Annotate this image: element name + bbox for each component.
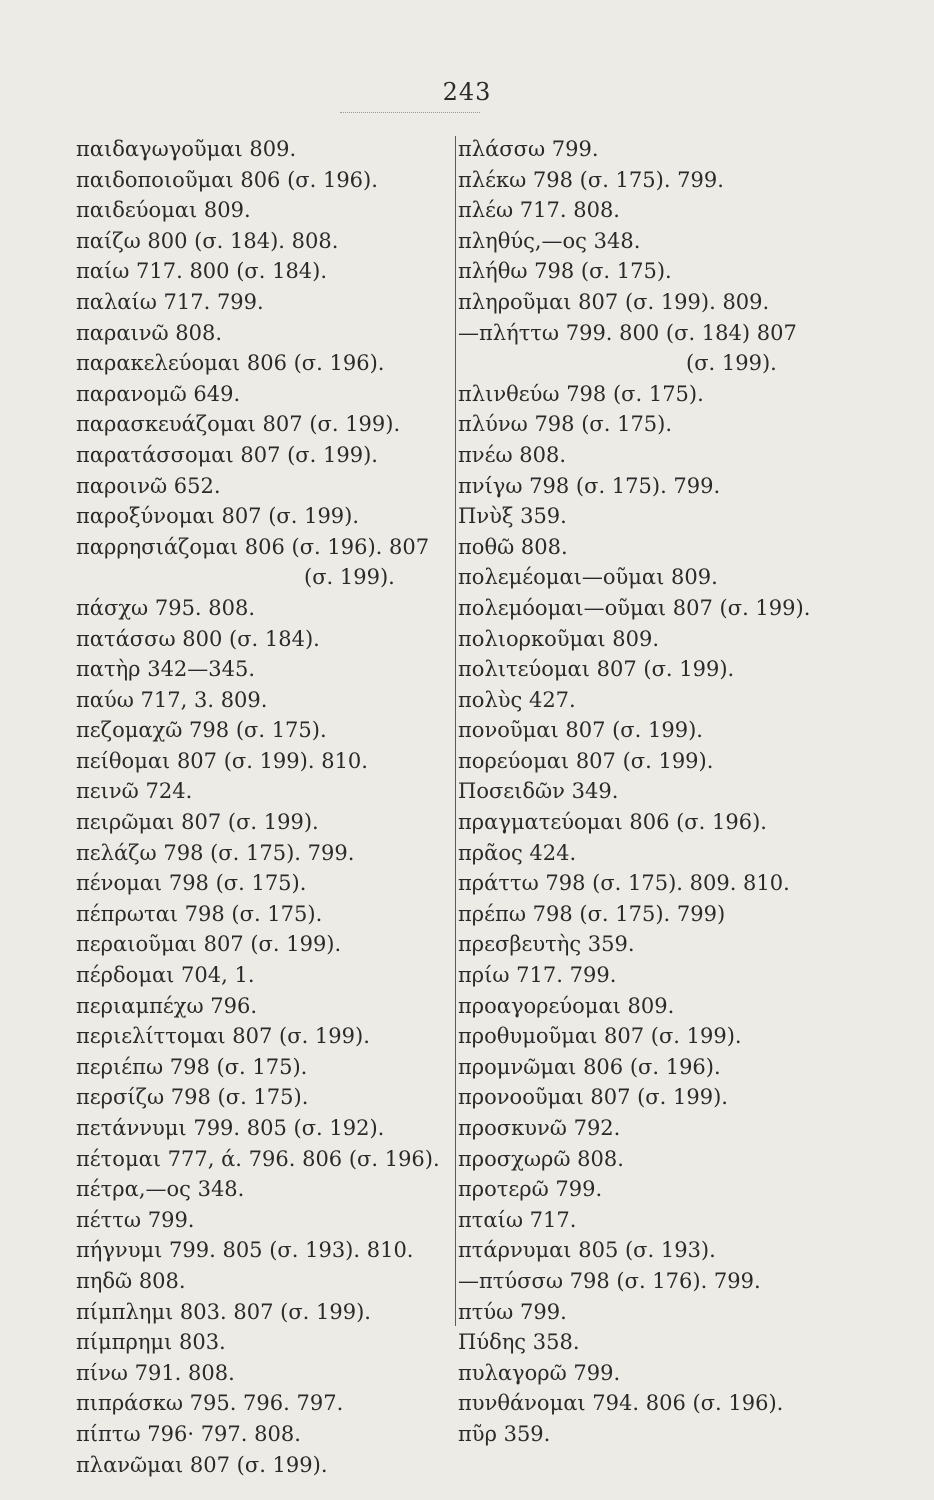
index-entry: παρατάσσομαι 807 (σ. 199). <box>76 442 378 467</box>
index-entry: πλήθω 798 (σ. 175). <box>458 259 672 284</box>
index-entry: (σ. 199). <box>686 351 777 376</box>
index-entry: προαγορεύομαι 809. <box>458 993 675 1018</box>
index-entry: πένομαι 798 (σ. 175). <box>76 871 307 896</box>
index-entry: πλάσσω 799. <box>458 137 599 161</box>
index-entry: προτερῶ 799. <box>458 1177 603 1202</box>
index-entry: πλινθεύω 798 (σ. 175). <box>458 381 704 406</box>
index-entry: περσίζω 798 (σ. 175). <box>76 1085 309 1110</box>
index-entry: πελάζω 798 (σ. 175). 799. <box>76 840 355 865</box>
index-entry: παραινῶ 808. <box>76 320 223 345</box>
index-entry: περιέπω 798 (σ. 175). <box>76 1054 308 1079</box>
index-entry: παροξύνομαι 807 (σ. 199). <box>76 504 360 529</box>
index-entry: πνέω 808. <box>458 442 567 467</box>
index-entry: —πτύσσω 798 (σ. 176). 799. <box>458 1268 761 1293</box>
index-entry: πονοῦμαι 807 (σ. 199). <box>458 718 703 743</box>
index-entry: προμνῶμαι 806 (σ. 196). <box>458 1054 721 1079</box>
index-entry: πορεύομαι 807 (σ. 199). <box>458 748 714 773</box>
index-entry: περιαμπέχω 796. <box>76 993 258 1018</box>
index-entry: πολιτεύομαι 807 (σ. 199). <box>458 657 735 682</box>
index-entry: πέρδομαι 704, 1. <box>76 963 255 988</box>
index-entry: πέπρωται 798 (σ. 175). <box>76 901 323 926</box>
index-entry: Ποσειδῶν 349. <box>458 779 619 804</box>
index-entry: πρεσβευτὴς 359. <box>458 932 635 957</box>
index-entry: πηδῶ 808. <box>76 1268 186 1293</box>
index-entry: πολεμόομαι—οῦμαι 807 (σ. 199). <box>458 595 811 620</box>
index-entry: παιδαγωγοῦμαι 809. <box>76 137 297 161</box>
index-entry: πλανῶμαι 807 (σ. 199). <box>76 1452 328 1477</box>
index-entry: πολεμέομαι—οῦμαι 809. <box>458 565 718 590</box>
index-entry: πατάσσω 800 (σ. 184). <box>76 626 320 651</box>
index-entry: πετάννυμι 799. 805 (σ. 192). <box>76 1116 385 1140</box>
index-entry: πρίω 717. 799. <box>458 963 617 988</box>
index-entry: πατὴρ 342—345. <box>76 657 256 682</box>
index-entry: προθυμοῦμαι 807 (σ. 199). <box>458 1024 742 1049</box>
index-entry: πειρῶμαι 807 (σ. 199). <box>76 810 319 835</box>
index-entry: πάσχω 795. 808. <box>76 595 256 620</box>
index-entry: παρακελεύομαι 806 (σ. 196). <box>76 351 385 376</box>
index-entry: πυνθάνομαι 794. 806 (σ. 196). <box>458 1391 784 1416</box>
index-entry: πείθομαι 807 (σ. 199). 810. <box>76 748 368 773</box>
index-entry: πολὺς 427. <box>458 687 576 712</box>
index-entry: πίμπρημι 803. <box>76 1330 226 1355</box>
index-entry: —πλήττω 799. 800 (σ. 184) 807 <box>458 320 797 345</box>
index-entry: προνοοῦμαι 807 (σ. 199). <box>458 1085 728 1110</box>
index-entry: πῦρ 359. <box>458 1421 551 1446</box>
index-entry: παρρησιάζομαι 806 (σ. 196). 807 <box>76 534 430 559</box>
index-entry: παρανομῶ 649. <box>76 381 241 406</box>
index-entry: πεινῶ 724. <box>76 779 193 804</box>
index-entry: ποθῶ 808. <box>458 534 568 559</box>
index-entry: παιδεύομαι 809. <box>76 198 251 223</box>
index-entry: πέτομαι 777, ά. 796. 806 (σ. 196). <box>76 1146 440 1171</box>
index-entry: (σ. 199). <box>304 565 395 590</box>
index-entry: παύω 717, 3. 809. <box>76 687 268 712</box>
index-entry: πυλαγορῶ 799. <box>458 1360 621 1385</box>
index-entry: πλύνω 798 (σ. 175). <box>458 412 673 437</box>
index-entry: πρᾶος 424. <box>458 840 577 865</box>
index-entry: πέτρα,—ος 348. <box>76 1177 245 1202</box>
index-entry: πλέκω 798 (σ. 175). 799. <box>458 167 724 192</box>
index-entry: παρασκευάζομαι 807 (σ. 199). <box>76 412 401 437</box>
index-entry: προσχωρῶ 808. <box>458 1146 624 1171</box>
index-entry: πτύω 799. <box>458 1299 567 1324</box>
index-entry: πράττω 798 (σ. 175). 809. 810. <box>458 871 790 896</box>
index-entry: περαιοῦμαι 807 (σ. 199). <box>76 932 342 957</box>
index-entry: πολιορκοῦμαι 809. <box>458 626 660 651</box>
index-entry: πίπτω 796· 797. 808. <box>76 1421 301 1446</box>
page-number: 243 <box>442 78 492 106</box>
index-entry: πλέω 717. 808. <box>458 198 620 223</box>
index-entry: παλαίω 717. 799. <box>76 289 264 314</box>
index-entry: πτάρνυμαι 805 (σ. 193). <box>458 1238 716 1263</box>
index-entry: παροινῶ 652. <box>76 473 221 498</box>
index-entry: πίνω 791. 808. <box>76 1360 235 1385</box>
index-entry: περιελίττομαι 807 (σ. 199). <box>76 1024 370 1049</box>
index-entry: προσκυνῶ 792. <box>458 1116 621 1140</box>
index-entry: πήγνυμι 799. 805 (σ. 193). 810. <box>76 1238 414 1263</box>
right-column <box>458 134 868 1450</box>
index-entry: πραγματεύομαι 806 (σ. 196). <box>458 810 767 835</box>
left-column <box>76 134 446 1480</box>
index-entry: πέττω 799. <box>76 1207 195 1232</box>
column-divider <box>455 136 456 1326</box>
index-entry: παιδοποιοῦμαι 806 (σ. 196). <box>76 167 378 192</box>
index-entry: πληροῦμαι 807 (σ. 199). 809. <box>458 289 770 314</box>
index-entry: πταίω 717. <box>458 1207 577 1232</box>
header-ornament <box>340 112 480 121</box>
index-entry: πληθύς,—ος 348. <box>458 228 641 253</box>
index-entry: πρέπω 798 (σ. 175). 799) <box>458 901 726 926</box>
index-entry: Πύδης 358. <box>458 1330 580 1355</box>
index-entry: πιπράσκω 795. 796. 797. <box>76 1391 344 1416</box>
index-entry: πίμπλημι 803. 807 (σ. 199). <box>76 1299 371 1324</box>
index-entry: παίζω 800 (σ. 184). 808. <box>76 228 339 253</box>
index-entry: πεζομαχῶ 798 (σ. 175). <box>76 718 327 743</box>
index-entry: Πνὺξ 359. <box>458 504 567 529</box>
index-entry: πνίγω 798 (σ. 175). 799. <box>458 473 721 498</box>
index-entry: παίω 717. 800 (σ. 184). <box>76 259 328 284</box>
